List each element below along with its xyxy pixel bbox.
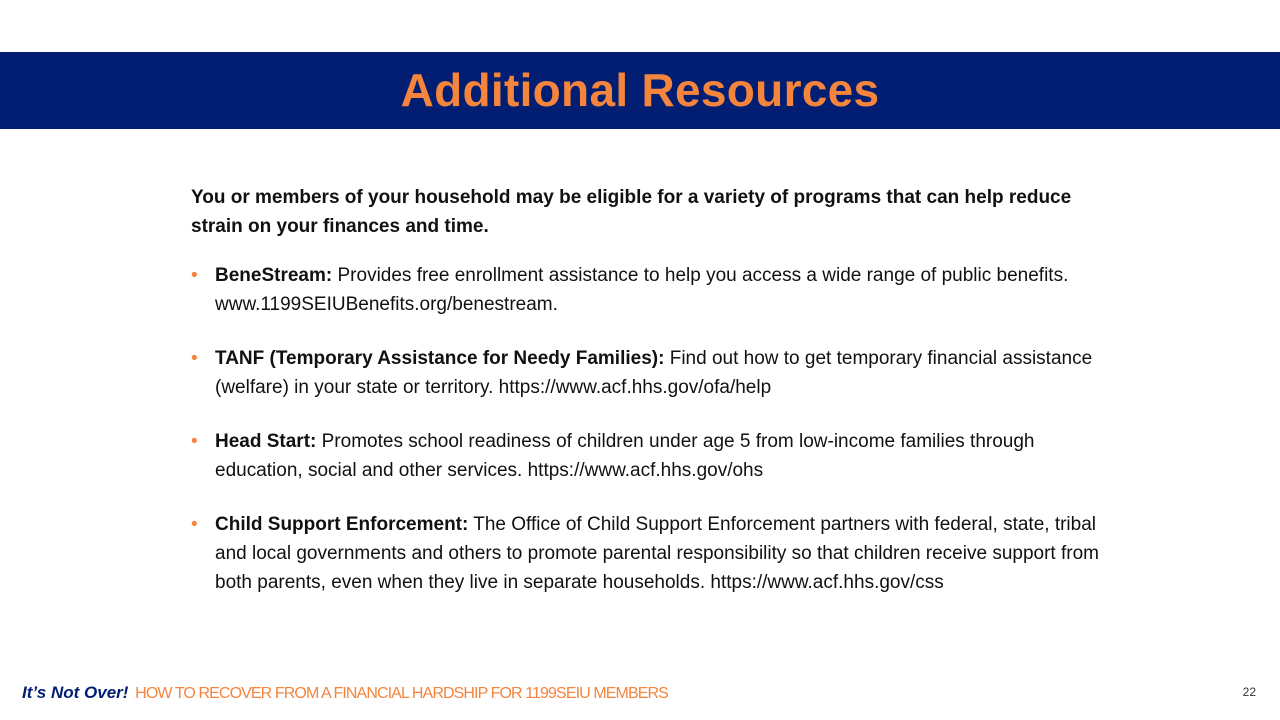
- bullet-marker: •: [191, 348, 198, 369]
- page-number: 22: [1242, 685, 1256, 699]
- list-item-child-support: [191, 510, 1101, 597]
- bullet-marker: •: [191, 431, 198, 452]
- resource-list: [191, 261, 1101, 597]
- list-item-tanf: [191, 344, 1101, 402]
- slide-content: [191, 183, 1101, 622]
- bullet-label: BeneStream:: [215, 265, 333, 286]
- title-band: [0, 52, 1280, 129]
- bullet-label: TANF (Temporary Assistance for Needy Families):: [215, 348, 665, 369]
- bullet-label: Child Support Enforcement:: [215, 514, 469, 535]
- slide-title: Additional Resources: [400, 63, 880, 116]
- bullet-text: Provides free enrollment assistance to help you access a wide range of public benefits. www.1199SEIUBenefits.org/benestream.: [215, 265, 1069, 315]
- footer-tagline: HOW TO RECOVER FROM A FINANCIAL HARDSHIP FOR 1199SEIU MEMBERS: [135, 685, 668, 702]
- bullet-marker: •: [191, 514, 198, 535]
- footer-brand: It’s Not Over!: [22, 683, 129, 702]
- bullet-marker: •: [191, 265, 198, 286]
- bullet-text: Promotes school readiness of children under age 5 from low-income families through education, social and other services. https://www.acf.hhs.gov/ohs: [215, 431, 1035, 481]
- footer: [22, 682, 668, 705]
- list-item-head-start: [191, 427, 1101, 485]
- bullet-text: Find out how to get temporary financial assistance (welfare) in your state or territory. https://www.acf.hhs.gov/ofa/help: [215, 348, 1093, 398]
- list-item-benestream: [191, 261, 1101, 319]
- bullet-text: The Office of Child Support Enforcement partners with federal, state, tribal and local governments and others to promote parental responsibility so that children receive support from both parents, even when they live in separate households. https://www.acf.hhs.gov/css: [215, 514, 1099, 593]
- intro-paragraph: You or members of your household may be eligible for a variety of programs that can help reduce strain on your finances and time.: [191, 187, 1072, 237]
- bullet-label: Head Start:: [215, 431, 317, 452]
